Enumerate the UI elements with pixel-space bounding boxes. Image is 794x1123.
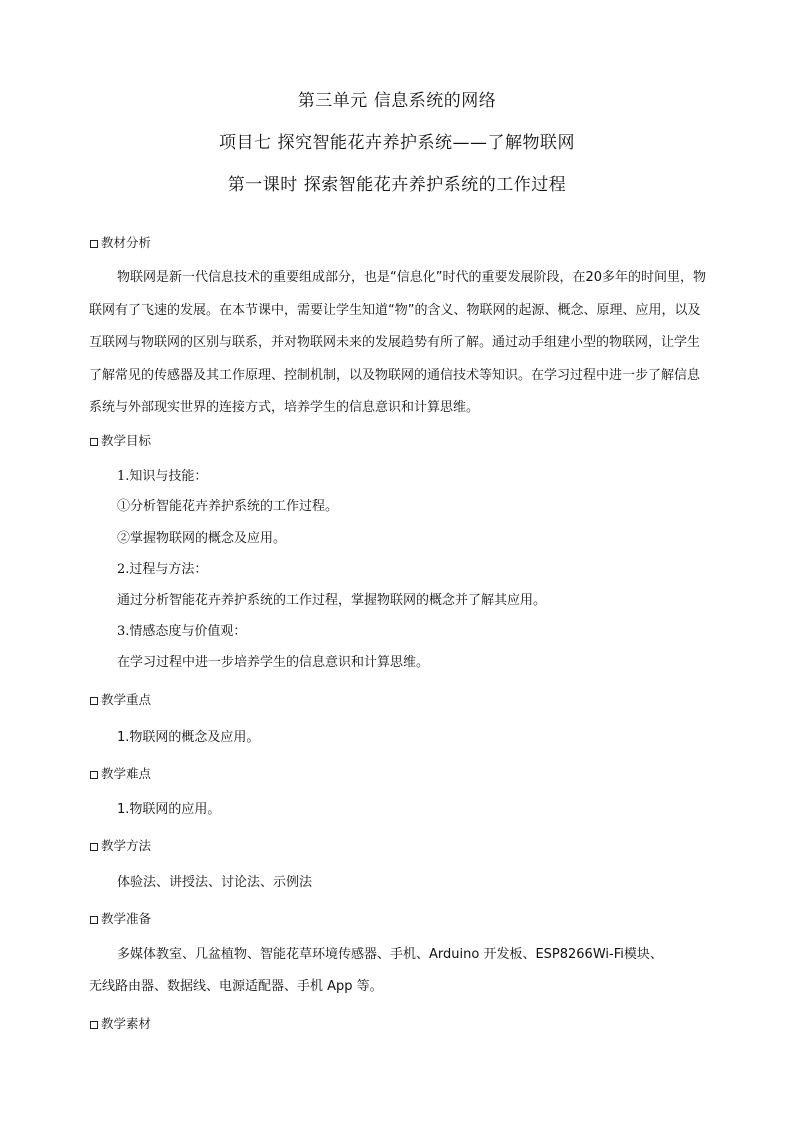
lesson-title: 第一课时 探索智能花卉养护系统的工作过程 (227, 175, 567, 195)
checkbox-icon (90, 240, 98, 248)
section-materials-heading (90, 1016, 151, 1032)
checkbox-icon (90, 697, 98, 705)
unit-title: 第三单元 信息系统的网络 (297, 91, 497, 111)
checkbox-icon (90, 1021, 98, 1029)
section-analysis-label: 教材分析 (101, 235, 152, 250)
section-analysis-heading (90, 235, 151, 251)
section-objectives-heading (90, 433, 151, 449)
checkbox-icon (90, 771, 98, 779)
objective-line: 3.情感态度与价值观： (117, 624, 247, 639)
objective-line: ②掌握物联网的概念及应用。 (117, 531, 287, 546)
section-materials-label: 教学素材 (101, 1016, 152, 1031)
checkbox-icon (90, 438, 98, 446)
section-preparation-heading (90, 911, 151, 927)
checkbox-icon (90, 843, 98, 851)
objective-line: 通过分析智能花卉养护系统的工作过程，掌握物联网的概念并了解其应用。 (117, 593, 547, 608)
section-methods-heading (90, 838, 151, 854)
preparation-line: 无线路由器、数据线、电源适配器、手机 App 等。 (89, 979, 383, 994)
analysis-paragraph: 物联网是新一代信息技术的重要组成部分，也是“信息化”时代的重要发展阶段，在20多年的时间里，物联网有了飞速的发展。在本节课中，需要让学生知道“物”的含义、物联网的起源、概念、原理、应用，以及互联网与物联网的区别与联系，并对物联网未来的发展趋势有所了解。通过动手组建小型的物联网，让学生了解常见的传感器及其工作原理、控制机制，以及物联网的通信技术等知识。在学习过程中进一步了解信息系统与外部现实世界的连接方式，培养学生的信息意识和计算思维。 (89, 270, 707, 415)
project-title: 项目七 探究智能花卉养护系统——了解物联网 (219, 133, 575, 153)
checkbox-icon (90, 916, 98, 924)
section-key-points-heading (90, 692, 151, 708)
difficulty-line: 1.物联网的应用。 (117, 802, 221, 817)
objective-line: ①分析智能花卉养护系统的工作过程。 (117, 499, 339, 514)
section-objectives-label: 教学目标 (101, 433, 152, 448)
preparation-line: 多媒体教室、几盆植物、智能花草环境传感器、手机、Arduino 开发板、ESP8266Wi-Fi模块、 (117, 947, 663, 962)
objective-line: 2.过程与方法： (117, 562, 208, 577)
section-difficulties-heading (90, 766, 151, 782)
section-methods-label: 教学方法 (101, 838, 152, 853)
section-preparation-label: 教学准备 (101, 911, 152, 926)
objective-line: 1.知识与技能： (117, 469, 208, 484)
methods-line: 体验法、讲授法、讨论法、示例法 (117, 875, 313, 890)
section-key-points-label: 教学重点 (101, 692, 152, 707)
objective-line: 在学习过程中进一步培养学生的信息意识和计算思维。 (117, 655, 430, 670)
section-difficulties-label: 教学难点 (101, 766, 152, 781)
key-point-line: 1.物联网的概念及应用。 (117, 730, 260, 745)
